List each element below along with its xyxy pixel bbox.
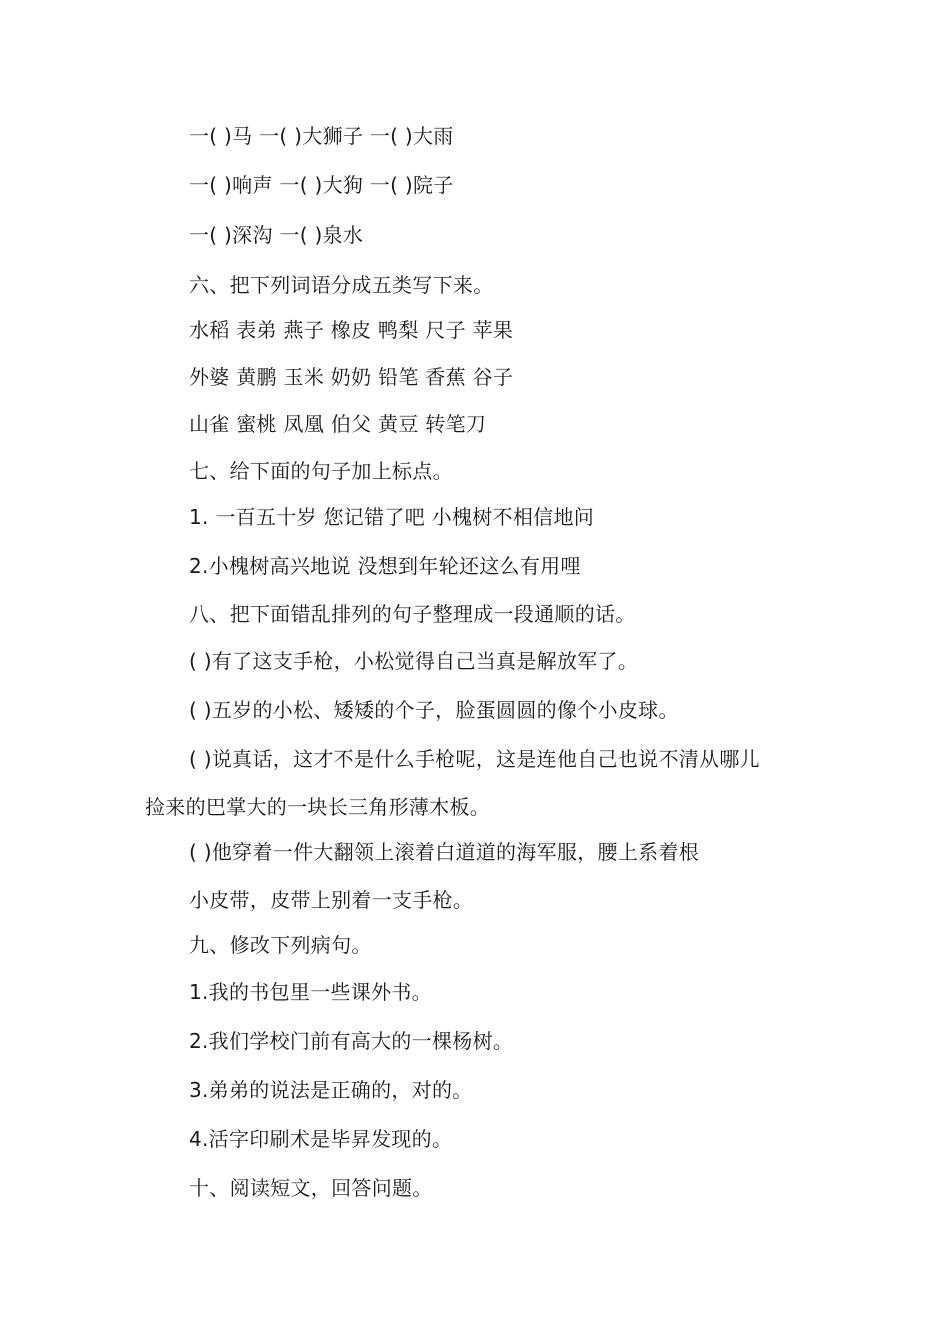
ordering-sentence-2: ( )五岁的小松、矮矮的个子，脸蛋圆圆的像个小皮球。 — [189, 698, 679, 722]
word-list-line-3: 山雀 蜜桃 凤凰 伯父 黄豆 转笔刀 — [189, 412, 487, 436]
section-heading-7: 七、给下面的句子加上标点。 — [189, 459, 453, 483]
measure-word-line-3: 一( )深沟 一( )泉水 — [189, 223, 364, 247]
sentence-correction-1: 1.我的书包里一些课外书。 — [189, 980, 432, 1004]
measure-word-line-2: 一( )响声 一( )大狗 一( )院子 — [189, 173, 454, 197]
ordering-sentence-3: ( )说真话，这才不是什么手枪呢，这是连他自己也说不清从哪儿 — [189, 747, 760, 771]
section-heading-9: 九、修改下列病句。 — [189, 933, 372, 957]
section-heading-10: 十、阅读短文，回答问题。 — [189, 1176, 433, 1200]
word-list-line-1: 水稻 表弟 燕子 橡皮 鸭梨 尺子 苹果 — [189, 318, 514, 342]
ordering-sentence-3-continued: 捡来的巴掌大的一块长三角形薄木板。 — [145, 795, 491, 819]
punctuation-item-2: 2.小槐树高兴地说 没想到年轮还这么有用哩 — [189, 554, 581, 578]
ordering-sentence-4-continued: 小皮带，皮带上别着一支手枪。 — [189, 888, 474, 912]
ordering-sentence-1: ( )有了这支手枪，小松觉得自己当真是解放军了。 — [189, 649, 639, 673]
word-list-line-2: 外婆 黄鹏 玉米 奶奶 铅笔 香蕉 谷子 — [189, 365, 514, 389]
measure-word-line-1: 一( )马 一( )大狮子 一( )大雨 — [189, 124, 454, 148]
sentence-correction-2: 2.我们学校门前有高大的一棵杨树。 — [189, 1029, 514, 1053]
section-heading-8: 八、把下面错乱排列的句子整理成一段通顺的话。 — [189, 602, 636, 626]
punctuation-item-1: 1. 一百五十岁 您记错了吧 小槐树不相信地问 — [189, 505, 595, 529]
section-heading-6: 六、把下列词语分成五类写下来。 — [189, 273, 494, 297]
ordering-sentence-4: ( )他穿着一件大翻领上滚着白道道的海军服，腰上系着根 — [189, 840, 700, 864]
sentence-correction-4: 4.活字印刷术是毕昇发现的。 — [189, 1127, 453, 1151]
sentence-correction-3: 3.弟弟的说法是正确的，对的。 — [189, 1078, 473, 1102]
